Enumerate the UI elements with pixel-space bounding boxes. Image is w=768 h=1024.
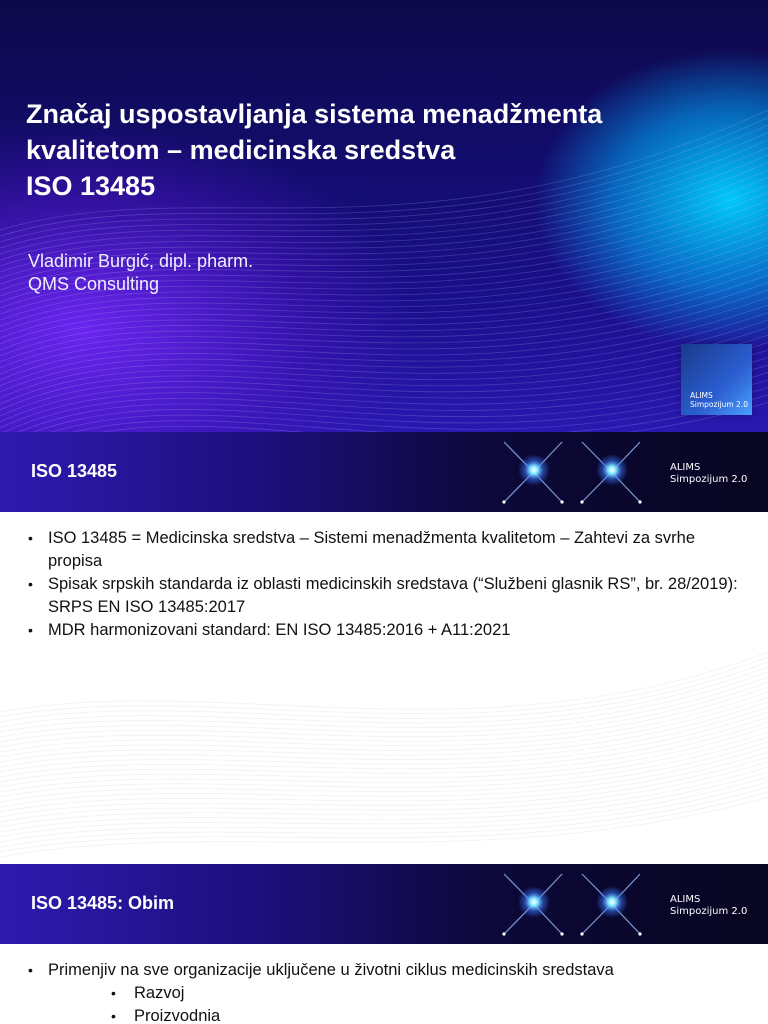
slide2-header bbox=[0, 432, 768, 512]
list-item bbox=[0, 959, 768, 1024]
star-x-icon bbox=[492, 432, 662, 512]
list-item bbox=[0, 527, 768, 573]
slide2-body bbox=[0, 512, 768, 864]
logo-line-1: ALIMS bbox=[670, 894, 701, 905]
author-company: QMS Consulting bbox=[28, 274, 160, 294]
list-item-text: Primenjiv na sve organizacije uključene u životni ciklus medicinskih sredstava bbox=[48, 961, 614, 979]
bullet-dot-icon: • bbox=[28, 622, 33, 638]
list-item-text: Spisak srpskih standarda iz oblasti medicinskih sredstava (“Službeni glasnik RS”, br. 28/2019): SRPS EN ISO 13485:2017 bbox=[48, 575, 738, 616]
list-item-text: MDR harmonizovani standard: EN ISO 13485:2016 + A11:2021 bbox=[48, 621, 511, 639]
sub-list-item bbox=[48, 982, 744, 1005]
title-line-3: ISO 13485 bbox=[26, 171, 156, 201]
alims-logo bbox=[670, 894, 747, 918]
list-item bbox=[0, 573, 768, 619]
bullet-dot-icon: • bbox=[28, 962, 33, 978]
badge-line-1: ALIMS bbox=[690, 391, 713, 400]
logo-line-1: ALIMS bbox=[670, 462, 701, 473]
title-line-2: kvalitetom – medicinska sredstva bbox=[26, 135, 456, 165]
sub-list-item-text: Proizvodnia bbox=[134, 1007, 221, 1024]
list-item bbox=[0, 619, 768, 642]
list-item-text: ISO 13485 = Medicinska sredstva – Sistemi menadžmenta kvalitetom – Zahtevi za svrhe propisa bbox=[48, 529, 696, 570]
alims-badge-logo bbox=[681, 344, 752, 415]
bullet-dot-icon: • bbox=[111, 985, 116, 1001]
author-block bbox=[28, 250, 253, 296]
title-slide bbox=[0, 0, 768, 432]
sub-bullet-list bbox=[48, 982, 744, 1024]
slide2-bullet-list bbox=[0, 527, 768, 642]
wave-lines-decoration bbox=[0, 0, 768, 432]
slide-title bbox=[26, 96, 726, 204]
star-x-icon bbox=[492, 864, 662, 944]
slide3-body bbox=[0, 944, 768, 1024]
logo-line-2: Simpozijum 2.0 bbox=[670, 906, 748, 917]
bullet-dot-icon: • bbox=[28, 576, 33, 592]
sub-list-item bbox=[48, 1005, 744, 1024]
alims-logo bbox=[670, 462, 747, 486]
slide3-header bbox=[0, 864, 768, 944]
badge-line-2: Simpozijum 2.0 bbox=[690, 400, 748, 409]
title-line-1: Značaj uspostavljanja sistema menadžmenta bbox=[26, 99, 603, 129]
bullet-dot-icon: • bbox=[111, 1008, 116, 1024]
slide3-bullet-list bbox=[0, 959, 768, 1024]
slide2-title: ISO 13485 bbox=[31, 461, 118, 481]
bullet-dot-icon: • bbox=[28, 530, 33, 546]
slide3-title: ISO 13485: Obim bbox=[31, 893, 175, 913]
sub-list-item-text: Razvoj bbox=[134, 984, 185, 1002]
logo-line-2: Simpozijum 2.0 bbox=[670, 474, 748, 485]
author-name: Vladimir Burgić, dipl. pharm. bbox=[28, 251, 254, 271]
